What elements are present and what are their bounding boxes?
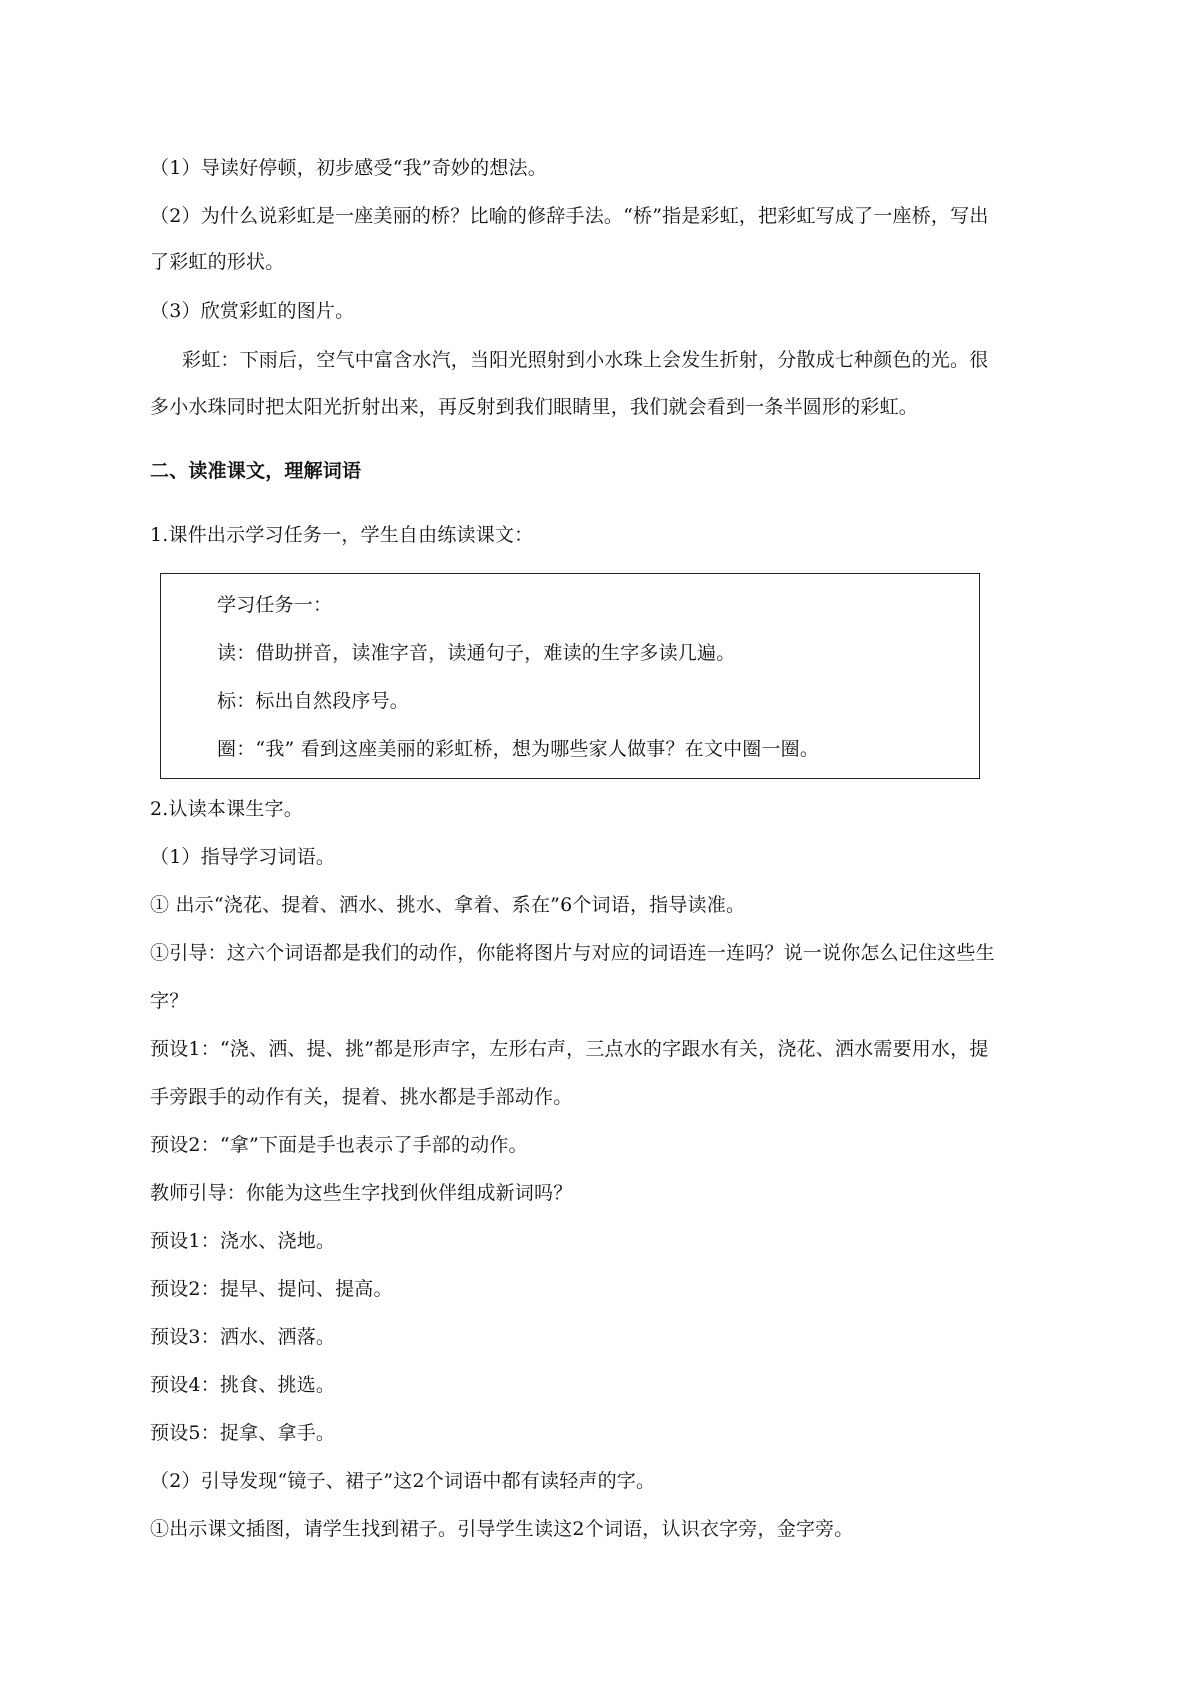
paragraph-line: 2.认读本课生字。	[150, 798, 303, 820]
paragraph-line: 预设3：洒水、洒落。	[150, 1326, 336, 1348]
paragraph-line: 字？	[150, 990, 189, 1012]
section-heading: 二、读准课文，理解词语	[150, 460, 362, 482]
paragraph-line: 了彩虹的形状。	[150, 251, 285, 273]
paragraph-line: 1.课件出示学习任务一，学生自由练读课文：	[150, 524, 534, 546]
paragraph-line: 预设1：“浇、洒、提、挑”都是形声字，左形右声，三点水的字跟水有关，浇花、洒水需要用水，提	[150, 1038, 989, 1060]
paragraph-line: （1）指导学习词语。	[150, 846, 336, 868]
paragraph-line: （1）导读好停顿，初步感受“我”奇妙的想法。	[150, 157, 547, 179]
paragraph-line: 预设2：提早、提问、提高。	[150, 1278, 393, 1300]
paragraph-line: 预设1：浇水、浇地。	[150, 1230, 336, 1252]
task-box-title: 学习任务一：	[217, 594, 333, 616]
paragraph-line: （2）引导发现“镜子、裙子”这2个词语中都有读轻声的字。	[150, 1470, 656, 1492]
paragraph-line: 多小水珠同时把太阳光折射出来，再反射到我们眼睛里，我们就会看到一条半圆形的彩虹。	[150, 396, 919, 418]
paragraph-line: ①引导：这六个词语都是我们的动作，你能将图片与对应的词语连一连吗？说一说你怎么记住这些生	[150, 942, 995, 964]
task-box-item: 圈：“我” 看到这座美丽的彩虹桥，想为哪些家人做事？在文中圈一圈。	[217, 738, 820, 760]
paragraph-line: 彩虹：下雨后，空气中富含水汽，当阳光照射到小水珠上会发生折射，分散成七种颜色的光。很	[182, 349, 989, 371]
paragraph-line: ①出示课文插图，请学生找到裙子。引导学生读这2个词语，认识衣字旁，金字旁。	[150, 1518, 854, 1540]
paragraph-line: （3）欣赏彩虹的图片。	[150, 300, 355, 322]
paragraph-line: 教师引导：你能为这些生字找到伙伴组成新词吗？	[150, 1182, 573, 1204]
paragraph-line: 手旁跟手的动作有关，提着、挑水都是手部动作。	[150, 1086, 573, 1108]
paragraph-line: （2）为什么说彩虹是一座美丽的桥？比喻的修辞手法。“桥”指是彩虹，把彩虹写成了一座桥，写出	[150, 205, 989, 227]
task-box-item: 标：标出自然段序号。	[217, 690, 410, 712]
paragraph-line: 预设2：“拿”下面是手也表示了手部的动作。	[150, 1134, 528, 1156]
paragraph-line: ① 出示“浇花、提着、洒水、挑水、拿着、系在”6个词语，指导读准。	[150, 894, 746, 916]
paragraph-line: 预设5：捉拿、拿手。	[150, 1422, 336, 1444]
paragraph-line: 预设4：挑食、挑选。	[150, 1374, 336, 1396]
task-box-item: 读：借助拼音，读准字音，读通句子，难读的生字多读几遍。	[217, 642, 736, 664]
